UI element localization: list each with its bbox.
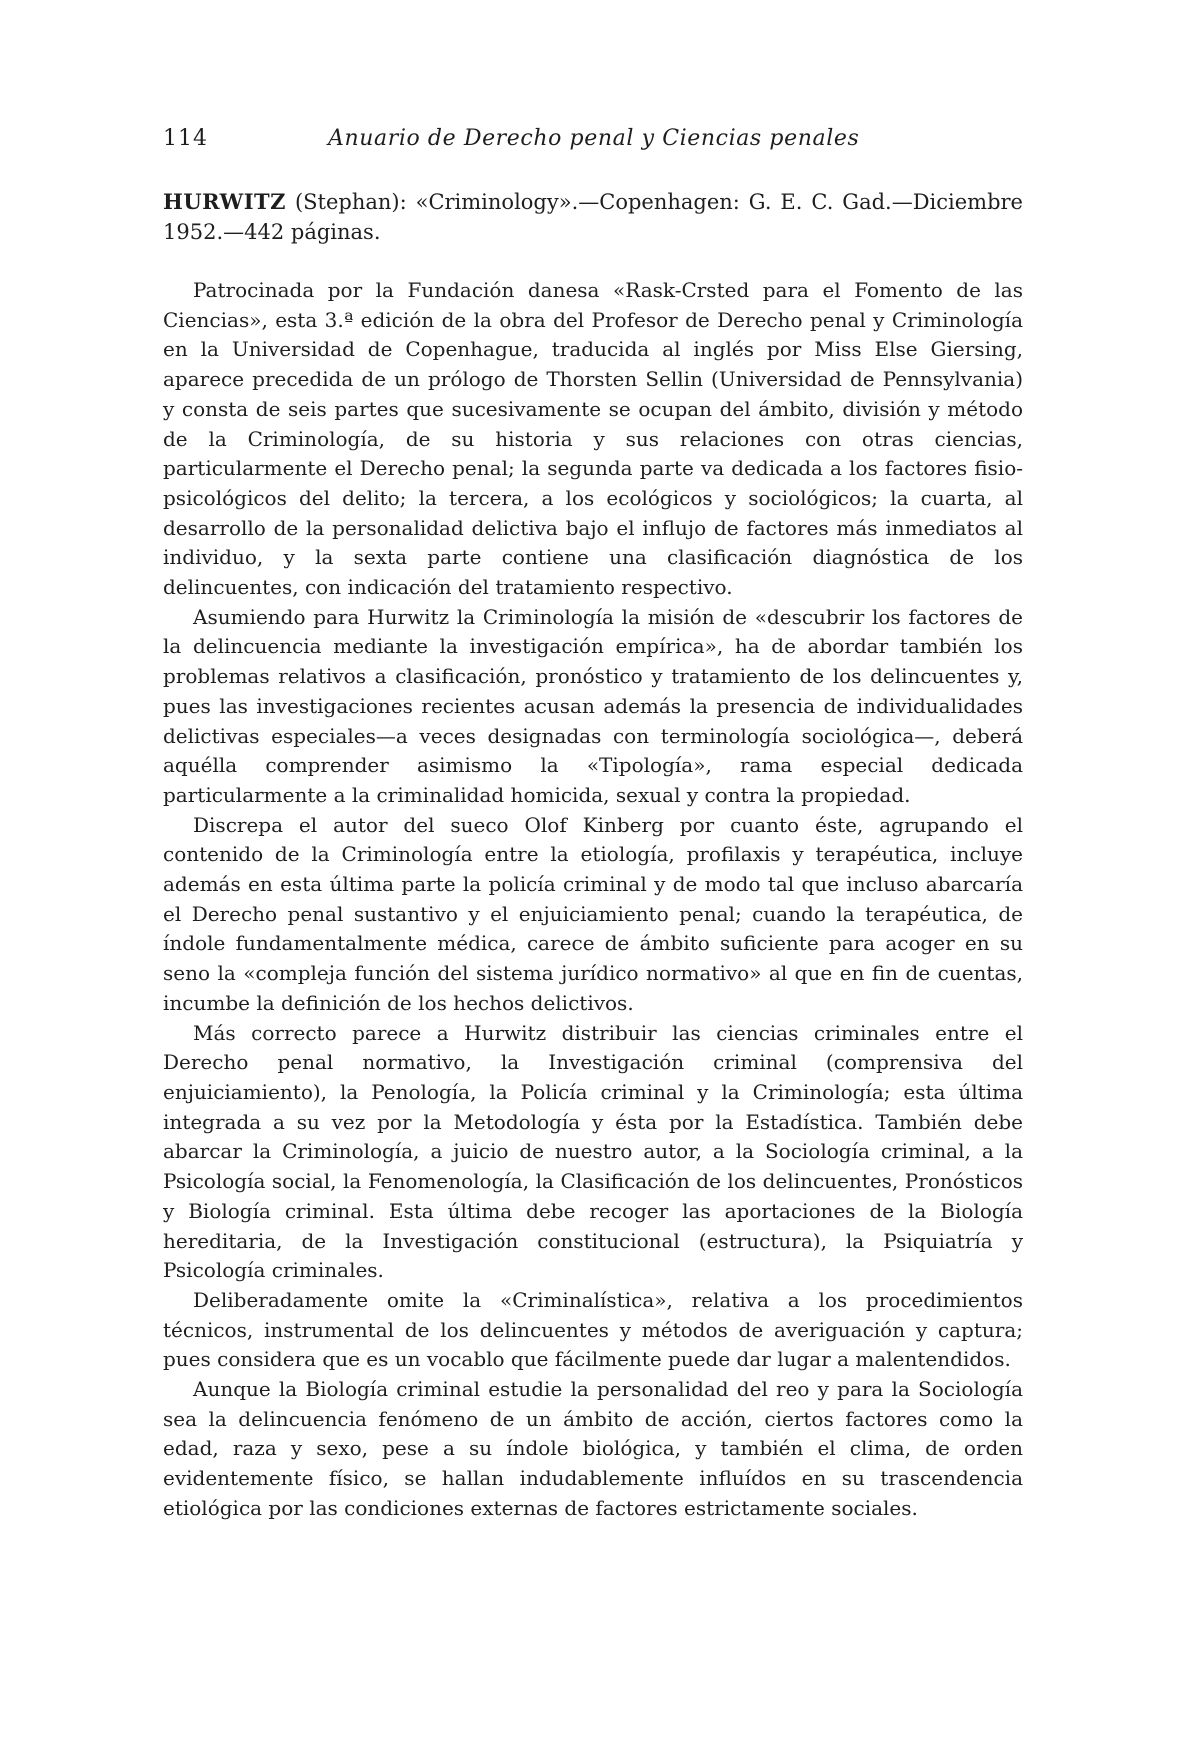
paragraph: Asumiendo para Hurwitz la Criminología la misión de «descubrir los factores de la delincuencia mediante la investigación empírica», ha de abordar también los problemas relativos a clasificación, pronóstico y tratamiento de los delincuentes y, pues las investigaciones recientes acusan además la presencia de individualidades delictivas especiales—a veces designadas con terminología sociológica—, deberá aquélla comprender asimismo la «Tipología», rama especial dedicada particularmente a la criminalidad homicida, sexual y contra la propiedad. <box>163 604 1023 807</box>
journal-title: Anuario de Derecho penal y Ciencias penales <box>328 126 860 151</box>
paragraph: Aunque la Biología criminal estudie la personalidad del reo y para la Sociología sea la delincuencia fenómeno de un ámbito de acción, ciertos factores como la edad, raza y sexo, pese a su índole biológica, y también el clima, de orden evidentemente físico, se hallan indudablemente influídos en su trascendencia etiológica por las condiciones externas de factores estrictamente sociales. <box>163 1377 1023 1520</box>
paragraph: Patrocinada por la Fundación danesa «Rask-Crsted para el Fomento de las Ciencias», esta 3.ª edición de la obra del Profesor de Derecho penal y Criminología en la Universidad de Copenhague, traducida al inglés por Miss Else Giersing, aparece precedida de un prólogo de Thorsten Sellin (Universidad de Pennsylvania) y consta de seis partes que sucesivamente se ocupan del ámbito, división y método de la Criminología, de su historia y sus relaciones con otras ciencias, particularmente el Derecho penal; la segunda parte va dedicada a los factores fisio-psicológicos del delito; la tercera, a los ecológicos y sociológicos; la cuarta, al desarrollo de la personalidad delictiva bajo el influjo de factores más inmediatos al individuo, y la sexta parte contiene una clasificación diagnóstica de los delincuentes, con indicación del tratamiento respectivo. <box>163 278 1023 600</box>
paragraph: Más correcto parece a Hurwitz distribuir las ciencias criminales entre el Derecho penal normativo, la Investigación criminal (comprensiva del enjuiciamiento), la Penología, la Policía criminal y la Criminología; esta última integrada a su vez por la Metodología y ésta por la Estadística. También debe abarcar la Criminología, a juicio de nuestro autor, a la Sociología criminal, a la Psicología social, la Fenomenología, la Clasificación de los delincuentes, Pronósticos y Biología criminal. Esta última debe recoger las aportaciones de la Biología hereditaria, de la Investigación constitucional (estructura), la Psiquiatría y Psicología criminales. <box>163 1020 1023 1283</box>
citation-author: HURWITZ <box>163 189 287 214</box>
running-header <box>163 126 1023 160</box>
review-body <box>163 276 1023 1524</box>
book-citation <box>163 187 1023 247</box>
citation-details: (Stephan): «Criminology».—Copenhagen: G. E. C. Gad.—Diciembre 1952.—442 páginas. <box>163 190 1023 244</box>
paragraph: Discrepa el autor del sueco Olof Kinberg por cuanto éste, agrupando el contenido de la Criminología entre la etiología, profilaxis y terapéutica, incluye además en esta última parte la policía criminal y de modo tal que incluso abarcaría el Derecho penal sustantivo y el enjuiciamiento penal; cuando la terapéutica, de índole fundamentalmente médica, carece de ámbito suficiente para acoger en su seno la «compleja función del sistema jurídico normativo» al que en fin de cuentas, incumbe la definición de los hechos delictivos. <box>163 812 1023 1015</box>
page-number: 114 <box>163 126 208 151</box>
paragraph: Deliberadamente omite la «Criminalística», relativa a los procedimientos técnicos, instrumental de los delincuentes y métodos de averiguación y captura; pues considera que es un vocablo que fácilmente puede dar lugar a malentendidos. <box>163 1287 1023 1372</box>
